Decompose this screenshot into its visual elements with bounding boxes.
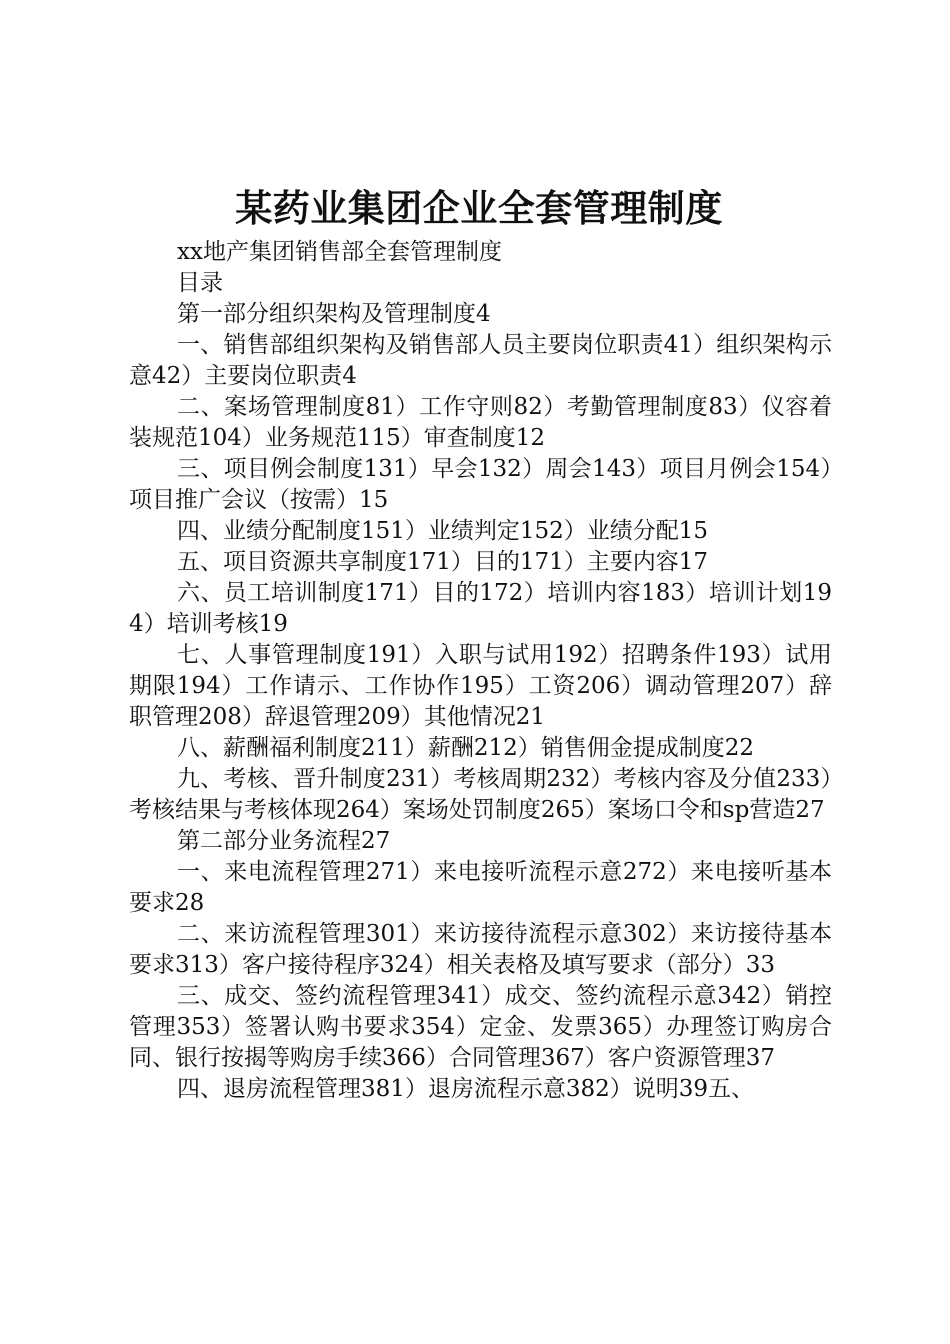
toc-heading: 目录 [177,270,223,296]
toc-entry: 第二部分业务流程27 [177,828,391,854]
toc-entry: 五、项目资源共享制度171）目的171）主要内容17 [177,549,709,575]
toc-entry: 二、案场管理制度81）工作守则82）考勤管理制度83）仪容着装规范104）业务规范115）审查制度12 [129,394,832,451]
toc-entry: 一、销售部组织架构及销售部人员主要岗位职责41）组织架构示意42）主要岗位职责4 [129,332,832,389]
toc-entry: 六、员工培训制度171）目的172）培训内容183）培训计划194）培训考核19 [129,580,832,637]
toc-entry: 三、项目例会制度131）早会132）周会143）项目月例会154）项目推广会议（按需）15 [129,456,832,513]
toc-entry: 四、业绩分配制度151）业绩判定152）业绩分配15 [177,518,709,544]
toc-entry: 第一部分组织架构及管理制度4 [177,301,491,327]
toc-entry: 二、来访流程管理301）来访接待流程示意302）来访接待基本要求313）客户接待程序324）相关表格及填写要求（部分）33 [129,921,832,978]
toc-entry: 一、来电流程管理271）来电接听流程示意272）来电接听基本要求28 [129,859,832,916]
document-body [129,237,832,1105]
toc-entry: 七、人事管理制度191）入职与试用192）招聘条件193）试用期限194）工作请示、工作协作195）工资206）调动管理207）辞职管理208）辞退管理209）其他情况21 [129,642,832,730]
toc-entry: 四、退房流程管理381）退房流程示意382）说明39五、 [177,1076,755,1102]
toc-entry: 三、成交、签约流程管理341）成交、签约流程示意342）销控管理353）签署认购书要求354）定金、发票365）办理签订购房合同、银行按揭等购房手续366）合同管理367）客户资源管理37 [129,983,832,1071]
document-title: 某药业集团企业全套管理制度 [235,186,723,230]
subtitle-paragraph: xx地产集团销售部全套管理制度 [177,239,502,265]
toc-entry: 八、薪酬福利制度211）薪酬212）销售佣金提成制度22 [177,735,755,761]
toc-entry: 九、考核、晋升制度231）考核周期232）考核内容及分值233）考核结果与考核体现264）案场处罚制度265）案场口令和sp营造27 [129,766,832,823]
